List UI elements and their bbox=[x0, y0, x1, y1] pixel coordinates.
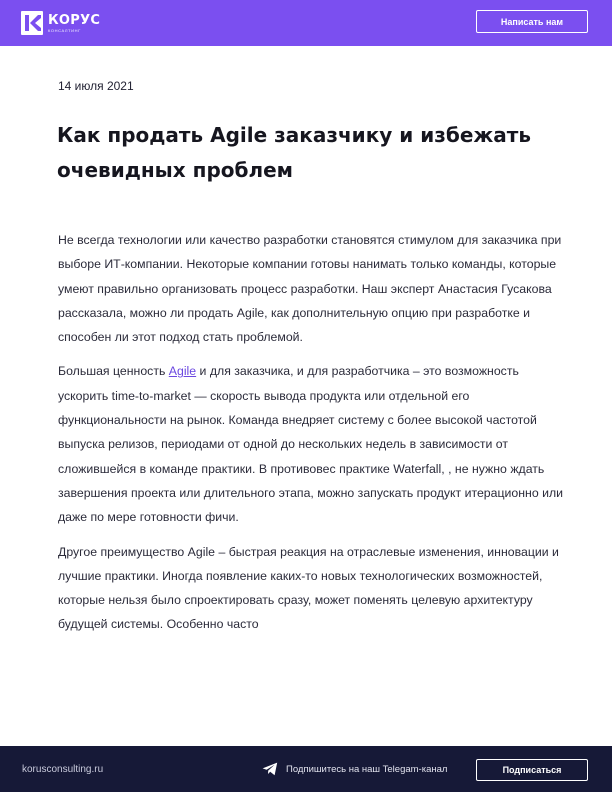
logo-subtitle: КОНСАЛТИНГ bbox=[48, 27, 81, 33]
article-paragraph-1: Не всегда технологии или качество разработки становятся стимулом для заказчика при выборе ИТ-компании. Некоторые компании готовы нанимать только команды, которые умеют правильно организовать процесс разработки. Наш эксперт Анастасия Гусакова рассказала, можно ли продать Agile, как дополнительную опцию при разработке и способен ли этот подход стать проблемой. bbox=[58, 233, 562, 345]
article-date: 14 июля 2021 bbox=[58, 79, 134, 93]
article-body bbox=[58, 228, 563, 647]
site-footer bbox=[0, 746, 612, 792]
paragraph-2-text-start: Большая ценность bbox=[58, 364, 169, 379]
article-paragraph-2 bbox=[58, 359, 563, 529]
article-paragraph-3: Другое преимущество Agile – быстрая реакция на отраслевые изменения, инновации и лучшие практики. Иногда появление каких-то новых технологических возможностей, которые нельзя было спроектировать сразу, может поменять целевую архитектуру будущей системы. Особенно часто bbox=[58, 544, 559, 632]
agile-link[interactable]: Agile bbox=[168, 364, 197, 379]
write-to-us-button[interactable]: Написать нам bbox=[476, 10, 588, 33]
korus-logo[interactable] bbox=[21, 11, 100, 35]
article-title: Как продать Agile заказчику и избежать очевидных проблем bbox=[57, 123, 532, 182]
subscribe-button[interactable]: Подписаться bbox=[476, 759, 588, 781]
footer-site-link[interactable]: korusconsulting.ru bbox=[22, 764, 104, 775]
telegram-subscribe-text[interactable]: Подпишитесь на наш Telegam-канал bbox=[286, 764, 448, 775]
site-header bbox=[0, 0, 612, 46]
telegram-icon[interactable] bbox=[262, 762, 278, 776]
paragraph-2-text-end: и для заказчика, и для разработчика – это возможность ускорить time-to-market — скорость вывода продукта или отдельной его функциональности на рынок. Команда внедряет систему с более высокой частотой выпуска релизов, периодами от одной до нескольких недель в зависимости от сложившейся в команде практики. В противовес практике Waterfall, , не нужно ждать завершения проекта или длительного этапа, можно запускать продукт итерационно или даже по мере готовности фичи. bbox=[58, 364, 563, 525]
korus-logo-icon bbox=[21, 11, 43, 35]
logo-name: КОРУС bbox=[48, 12, 101, 28]
